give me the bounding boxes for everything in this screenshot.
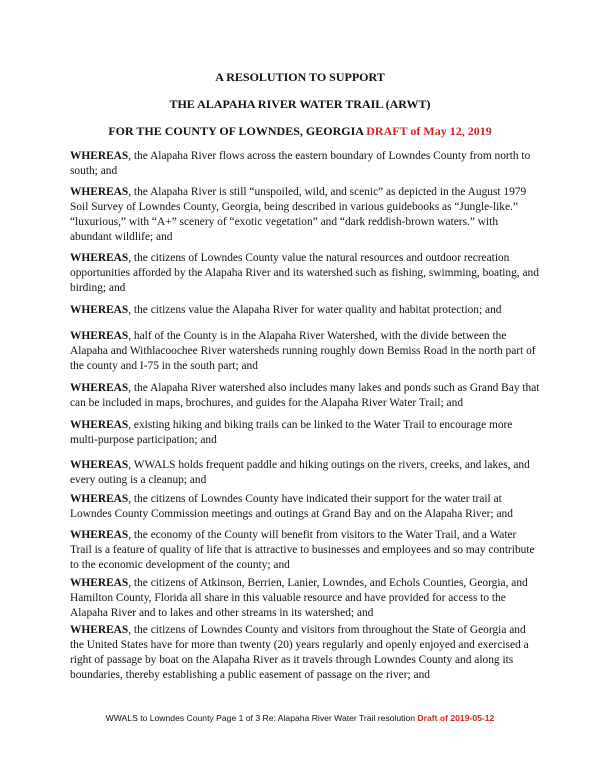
whereas-label: WHEREAS — [70, 493, 129, 505]
whereas-clause-1 — [70, 149, 540, 179]
whereas-label: WHEREAS — [70, 624, 129, 636]
whereas-clause-5 — [70, 329, 540, 374]
clause-text: , the Alapaha River watershed also includes many lakes and ponds such as Grand Bay that can be included in maps, brochures, and guides for the Alapaha River Water Trail; and — [70, 382, 540, 409]
whereas-label: WHEREAS — [70, 577, 129, 589]
whereas-clause-10 — [70, 528, 540, 573]
whereas-label: WHEREAS — [70, 419, 129, 431]
whereas-clause-6 — [70, 381, 540, 411]
whereas-clause-8 — [70, 458, 540, 488]
whereas-label: WHEREAS — [70, 304, 129, 316]
whereas-clause-9 — [70, 492, 540, 522]
page-footer — [0, 713, 600, 724]
whereas-clause-4 — [70, 303, 540, 318]
whereas-clause-2 — [70, 185, 540, 245]
clause-text: , the Alapaha River is still “unspoiled, wild, and scenic” as depicted in the August 1979 Soil Survey of Lowndes County, Georgia, being described in various guidebooks as “Jungle-like.” “luxurious,” with “A+” scenery of “exotic vegetation” and “dark reddish-brown waters.” with abundant wildlife; and — [70, 186, 527, 243]
clause-text: , the Alapaha River flows across the eastern boundary of Lowndes County from north to south; and — [70, 150, 531, 177]
clause-text: , the citizens of Lowndes County have indicated their support for the water trail at Lowndes County Commission meetings and outings at Grand Bay and on the Alapaha River; and — [70, 493, 513, 520]
clause-text: , existing hiking and biking trails can be linked to the Water Trail to encourage more multi-purpose participation; and — [70, 419, 513, 446]
county-line-text: FOR THE COUNTY OF LOWNDES, GEORGIA — [108, 124, 364, 138]
whereas-label: WHEREAS — [70, 529, 129, 541]
clause-text: , the citizens of Atkinson, Berrien, Lanier, Lowndes, and Echols Counties, Georgia, and Hamilton County, Florida all share in this valuable resource and have provided for access to the Alapaha River and to lakes and other streams in its watershed; and — [70, 577, 528, 619]
whereas-label: WHEREAS — [70, 186, 129, 198]
clause-text: , the citizens of Lowndes County and visitors from throughout the State of Georgia and the United States have for more than twenty (20) years regularly and openly enjoyed and exercised a right of passage by boat on the Alapaha River as it travels through Lowndes County and along its boundaries, thereby establishing a public easement of passage on the river; and — [70, 624, 529, 681]
clause-text: , the economy of the County will benefit from visitors to the Water Trail, and a Water Trail is a feature of quality of life that is attractive to businesses and employees and so may contribute to the economic development of the county; and — [70, 529, 535, 571]
whereas-clause-12 — [70, 623, 540, 683]
resolution-title: A RESOLUTION TO SUPPORT — [215, 70, 385, 84]
whereas-clause-7 — [70, 418, 540, 448]
whereas-label: WHEREAS — [70, 252, 129, 264]
clause-text: , WWALS holds frequent paddle and hiking outings on the rivers, creeks, and lakes, and every outing is a cleanup; and — [70, 459, 530, 486]
resolution-subtitle: THE ALAPAHA RIVER WATER TRAIL (ARWT) — [169, 97, 431, 111]
whereas-label: WHEREAS — [70, 459, 129, 471]
footer-draft-label: Draft of 2019-05-12 — [417, 713, 495, 723]
whereas-label: WHEREAS — [70, 330, 129, 342]
clause-text: , the citizens value the Alapaha River for water quality and habitat protection; and — [128, 304, 502, 316]
whereas-clause-11 — [70, 576, 540, 621]
footer-text: WWALS to Lowndes County Page 1 of 3 Re: Alapaha River Water Trail resolution — [105, 713, 416, 723]
clause-text: , the citizens of Lowndes County value the natural resources and outdoor recreation opportunities afforded by the Alapaha River and its watershed such as fishing, swimming, boating, and birding; and — [70, 252, 539, 294]
resolution-county-line — [0, 124, 600, 138]
whereas-label: WHEREAS — [70, 150, 129, 162]
whereas-label: WHEREAS — [70, 382, 129, 394]
draft-date-label: DRAFT of May 12, 2019 — [366, 124, 492, 138]
clause-text: , half of the County is in the Alapaha River Watershed, with the divide between the Alapaha and Withlacoochee River watersheds running roughly down Bemiss Road in the north part of the county and I-75 in the south part; and — [70, 330, 536, 372]
whereas-clause-3 — [70, 251, 540, 296]
